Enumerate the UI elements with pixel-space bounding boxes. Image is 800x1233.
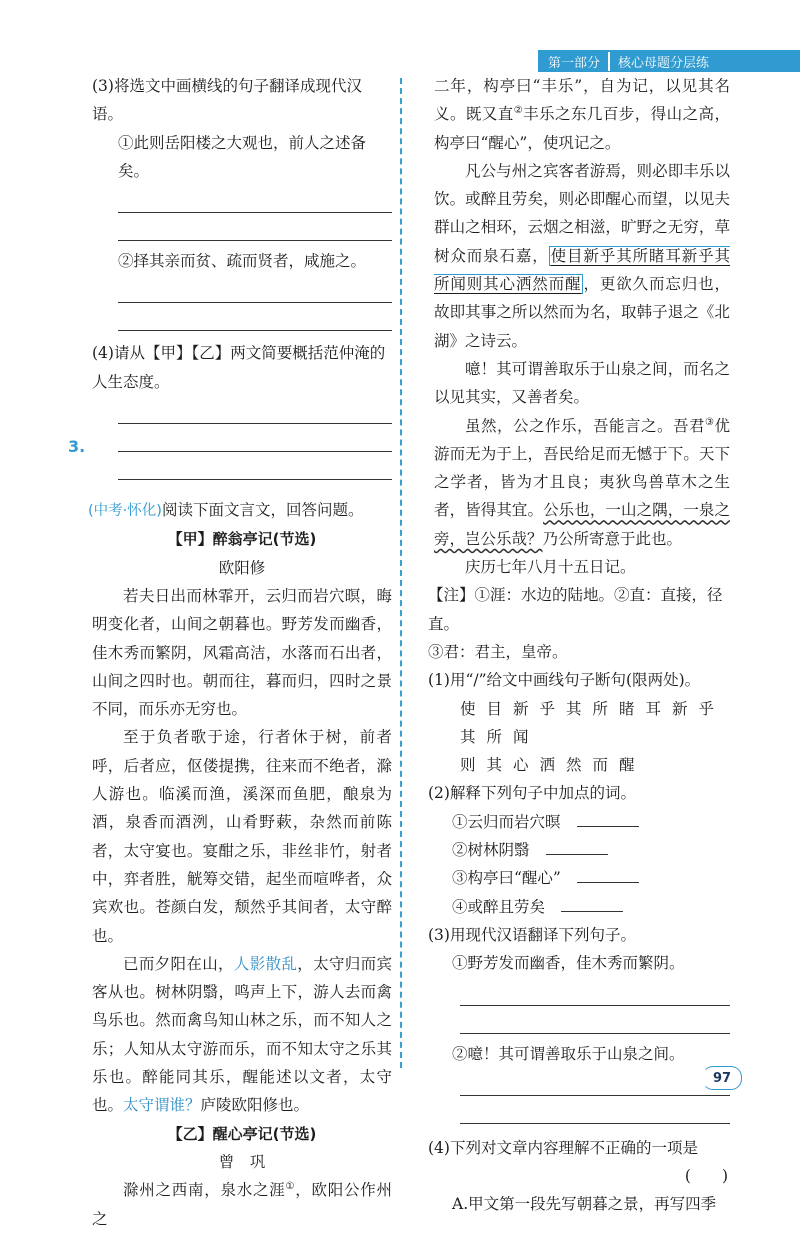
right-q2-prompt: (2)解释下列句子中加点的词。 (428, 784, 636, 803)
yi-paragraph-2 (434, 157, 730, 355)
yi-p2-seg: ，更欲久而忘归也，故即其事之所以然而为名，取韩子退之《北湖》之诗云。 (434, 275, 730, 350)
answer-line[interactable] (118, 424, 392, 452)
right-q2-item-a (434, 808, 730, 836)
yi-p4-seg: 虽然，公之作乐，吾能言之。吾君 (465, 416, 706, 435)
jia-p3-seg: 已而夕阳在山， (123, 954, 234, 973)
jia-title: 【甲】醉翁亭记(节选) (167, 530, 317, 549)
answer-line[interactable] (460, 978, 730, 1006)
answer-paren[interactable]: ( ) (684, 1167, 728, 1186)
header-section: 核心母题分层练 (618, 55, 710, 71)
answer-line[interactable] (118, 185, 392, 213)
footnote-line-1: 【注】①涯：水边的陆地。②直：直接，径直。 (428, 586, 723, 633)
q2-item-text: ③构亭曰“醒心” (452, 869, 561, 888)
question-3-number: 3. (68, 437, 86, 456)
jia-author: 欧阳修 (218, 558, 266, 577)
footnote-mark: ① (285, 1181, 296, 1193)
right-q2-item-d (434, 893, 730, 921)
right-q1-text-1: 使目新乎其所睹耳新乎其所闻 (460, 699, 726, 746)
answer-line[interactable] (118, 452, 392, 480)
footnote-line-2: ③君：君主，皇帝。 (428, 642, 568, 661)
jia-p3-highlight: 人影散乱 (233, 954, 298, 973)
yi-paragraph-3: 噫！其可谓善取乐于山泉之间，而名之以见其实，又善者矣。 (434, 359, 730, 407)
right-q3-item2: ②噫！其可谓善取乐于山泉之间。 (452, 1044, 685, 1063)
left-q3-item2: ②择其亲而贫、疏而贤者，咸施之。 (118, 252, 367, 271)
answer-line[interactable] (460, 1006, 730, 1034)
question-instruction: 阅读下面文言文，回答问题。 (161, 501, 364, 520)
right-q2-item-c (434, 864, 730, 892)
yi-paragraph-4 (434, 412, 730, 553)
left-column (88, 72, 392, 1233)
page-number: 97 (702, 1066, 742, 1090)
yi-p2-seg: 凡公与州之宾客者游焉，则必即丰乐以饮。或醉且劳矣，则必即醒心而望，以见夫群山之相环，云烟之相滋，旷野之无穷，草树众而泉石嘉， (434, 161, 730, 265)
yi-paragraph-1-start (92, 1176, 392, 1233)
left-q3-prompt: (3)将选文中画横线的句子翻译成现代汉语。 (92, 77, 362, 124)
footnote-mark: ② (513, 105, 524, 117)
right-q1-text-2: 则其心洒然而醒 (460, 756, 646, 775)
jia-p3-highlight: 太守谓谁？ (123, 1096, 201, 1115)
answer-blank[interactable] (546, 836, 608, 855)
jia-paragraph-2: 至于负者歌于途，行者休于树，前者呼，后者应，伛偻提携，往来而不绝者，滁人游也。临溪而渔，溪深而鱼肥，酿泉为酒，泉香而酒洌，山肴野蔌，杂然而前陈者，太守宴也。宴酣之乐，非丝非竹，射者中，弈者胜，觥筹交错，起坐而喧哗者，众宾欢也。苍颜白发，颓然乎其间者，太守醉也。 (92, 728, 392, 945)
answer-blank[interactable] (577, 808, 639, 827)
jia-paragraph-1: 若夫日出而林霏开，云归而岩穴暝，晦明变化者，山间之朝暮也。野芳发而幽香，佳木秀而繁阴，风霜高洁，水落而石出者，山间之四时也。朝而往，暮而归，四时之景不同，而乐亦无穷也。 (92, 586, 392, 719)
header-part: 第一部分 (538, 52, 610, 71)
yi-author: 曾 巩 (218, 1152, 266, 1171)
jia-p3-seg: ，太守归而宾客从也。树林阴翳，鸣声上下，游人去而禽鸟乐也。然而禽鸟知山林之乐，而不知人之乐；人知从太守游而乐，而不知太守之乐其乐也。醉能同其乐，醒能述以文者，太守也。 (92, 954, 392, 1115)
header-bar (538, 50, 800, 72)
column-divider (400, 78, 402, 1068)
answer-line[interactable] (118, 303, 392, 331)
yi-p1-seg: 滁州之西南，泉水之涯 (123, 1181, 286, 1200)
yi-p4-seg: 乃公所寄意于此也。 (542, 529, 683, 548)
question-3-header (88, 496, 392, 525)
yi-p4-seg: 优游而无为于上，吾民给足而无憾于下。天下之学者，皆为才且良；夷狄鸟兽草木之生者，皆得其宜。 (434, 416, 730, 520)
yi-title: 【乙】醒心亭记(节选) (167, 1124, 317, 1143)
yi-paragraph-1-cont (434, 72, 730, 157)
q2-item-text: ④或醉且劳矣 (452, 897, 546, 916)
answer-line[interactable] (118, 275, 392, 303)
left-q3-item1: ①此则岳阳楼之大观也，前人之述备矣。 (118, 133, 367, 180)
q2-item-text: ②树林阴翳 (452, 841, 530, 860)
q2-item-text: ①云归而岩穴暝 (452, 812, 561, 831)
yi-p1-seg: 丰乐之东几百步，得山之高，构亭曰“醒心”，使巩记之。 (434, 105, 730, 152)
answer-line[interactable] (460, 1068, 730, 1096)
yi-p4-wavy: 公乐也，一山之隅，一泉之旁，岂公乐哉？ (434, 501, 730, 548)
yi-p1-seg: ，欧阳公作州之 (92, 1181, 392, 1228)
right-q4-prompt: (4)下列对文章内容理解不正确的一项是 (428, 1138, 698, 1157)
yi-p2-underlined: 使目新乎其所睹耳新乎其所闻则其心洒然而醒 (434, 246, 730, 294)
right-q2-item-b (434, 836, 730, 864)
answer-blank[interactable] (577, 864, 639, 883)
left-q4-prompt: (4)请从【甲】【乙】两文简要概括范仲淹的人生态度。 (92, 344, 386, 391)
yi-p1-seg: 二年，构亭曰“丰乐”，自为记，以见其名义。既又直 (434, 77, 730, 124)
answer-line[interactable] (118, 396, 392, 424)
footnote-mark: ③ (705, 416, 715, 428)
right-q3-item1: ①野芳发而幽香，佳木秀而繁阴。 (452, 954, 685, 973)
question-source: (中考·怀化) (88, 503, 162, 520)
answer-blank[interactable] (561, 893, 623, 912)
right-q4-option-a: A.甲文第一段先写朝暮之景，再写四季 (452, 1195, 717, 1214)
right-q1-prompt: (1)用“/”给文中画线句子断句(限两处)。 (428, 671, 701, 690)
right-q3-prompt: (3)用现代汉语翻译下列句子。 (428, 925, 636, 944)
jia-p3-seg: 庐陵欧阳修也。 (200, 1096, 310, 1115)
jia-paragraph-3 (92, 950, 392, 1120)
yi-date: 庆历七年八月十五日记。 (465, 558, 636, 577)
right-column (428, 72, 730, 1219)
answer-line[interactable] (460, 1096, 730, 1124)
answer-line[interactable] (118, 213, 392, 241)
